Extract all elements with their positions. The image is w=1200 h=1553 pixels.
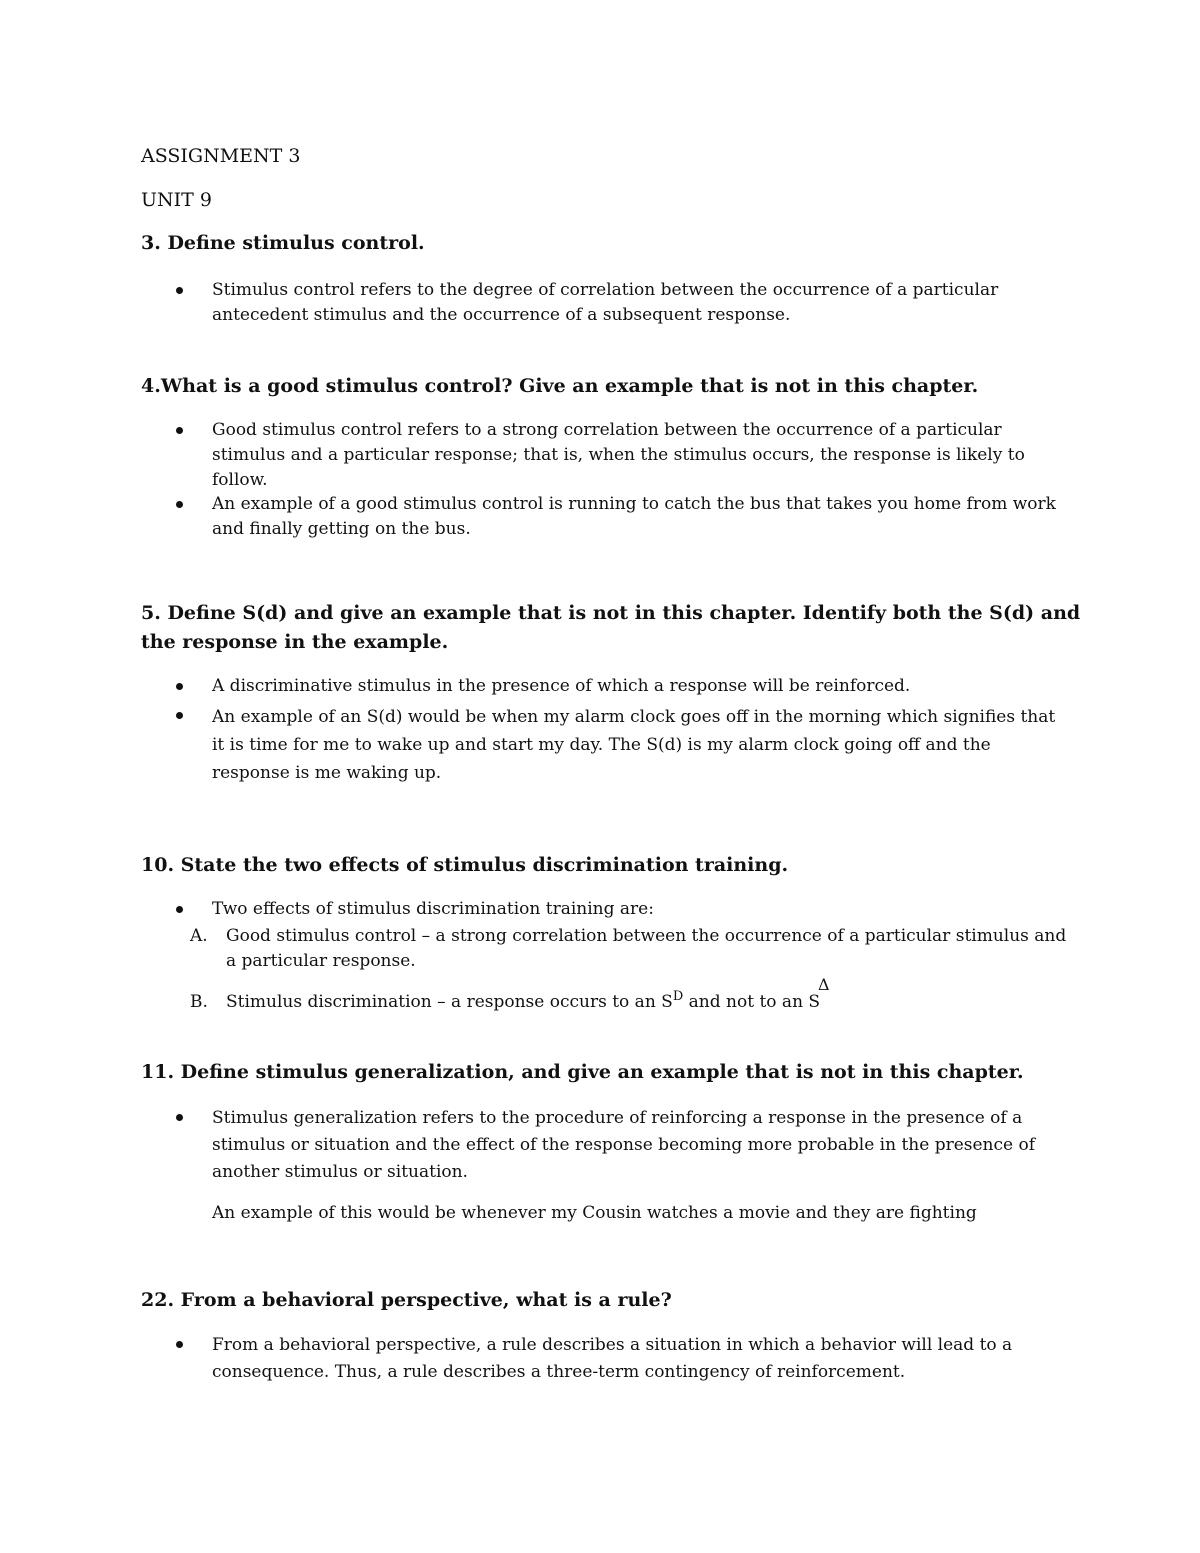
q11-example: An example of this would be whenever my Cousin watches a movie and they are fighting <box>212 1203 977 1223</box>
list-letter-b: B. <box>190 992 208 1012</box>
q11-answer-1: Stimulus generalization refers to the procedure of reinforcing a response in the presence of a stimulus or situation and the effect of the response becoming more probable in the presence of another stimulus or situation. <box>212 1108 1036 1182</box>
bullet-icon <box>176 427 183 434</box>
question-5-heading: 5. Define S(d) and give an example that is not in this chapter. Identify both the S(d) and the response in the example. <box>141 602 1081 653</box>
unit-title: UNIT 9 <box>141 189 212 211</box>
bullet-icon <box>176 712 183 719</box>
q5-answer-2: An example of an S(d) would be when my alarm clock goes off in the morning which signifies that it is time for me to wake up and start my day. The S(d) is my alarm clock going off and the response is me waking up. <box>212 707 1056 783</box>
q3-answer-1: Stimulus control refers to the degree of correlation between the occurrence of a particular antecedent stimulus and the occurrence of a subsequent response. <box>212 280 999 325</box>
bullet-icon <box>176 1341 183 1348</box>
bullet-icon <box>176 906 183 913</box>
bullet-icon <box>176 287 183 294</box>
question-3-heading: 3. Define stimulus control. <box>141 232 425 254</box>
q10-item-b <box>226 990 1076 1015</box>
q4-answer-2: An example of a good stimulus control is running to catch the bus that takes you home from work and finally getting on the bus. <box>212 494 1056 539</box>
assignment-title: ASSIGNMENT 3 <box>141 145 301 167</box>
item-b-text-2: and not to an S <box>683 992 821 1012</box>
list-letter-a: A. <box>190 926 208 946</box>
question-4-heading: 4.What is a good stimulus control? Give an example that is not in this chapter. <box>141 375 979 397</box>
item-b-text: Stimulus discrimination – a response occurs to an S <box>226 992 673 1012</box>
delta-superscript: Δ <box>818 975 830 994</box>
q4-answer-1: Good stimulus control refers to a strong correlation between the occurrence of a particular stimulus and a particular response; that is, when the stimulus occurs, the response is likely to follow. <box>212 420 1025 490</box>
q10-answer-1: Two effects of stimulus discrimination training are: <box>212 899 654 919</box>
question-22-heading: 22. From a behavioral perspective, what is a rule? <box>141 1289 672 1311</box>
question-11-heading: 11. Define stimulus generalization, and give an example that is not in this chapter. <box>141 1061 1024 1083</box>
bullet-icon <box>176 683 183 690</box>
q10-item-a: Good stimulus control – a strong correlation between the occurrence of a particular stimulus and a particular response. <box>226 926 1067 971</box>
q5-answer-1: A discriminative stimulus in the presence of which a response will be reinforced. <box>212 676 911 696</box>
q22-answer-1: From a behavioral perspective, a rule describes a situation in which a behavior will lead to a consequence. Thus, a rule describes a three-term contingency of reinforcement. <box>212 1335 1013 1382</box>
bullet-icon <box>176 1114 183 1121</box>
question-10-heading: 10. State the two effects of stimulus discrimination training. <box>141 854 789 876</box>
sd-superscript: D <box>672 989 684 1004</box>
bullet-icon <box>176 501 183 508</box>
